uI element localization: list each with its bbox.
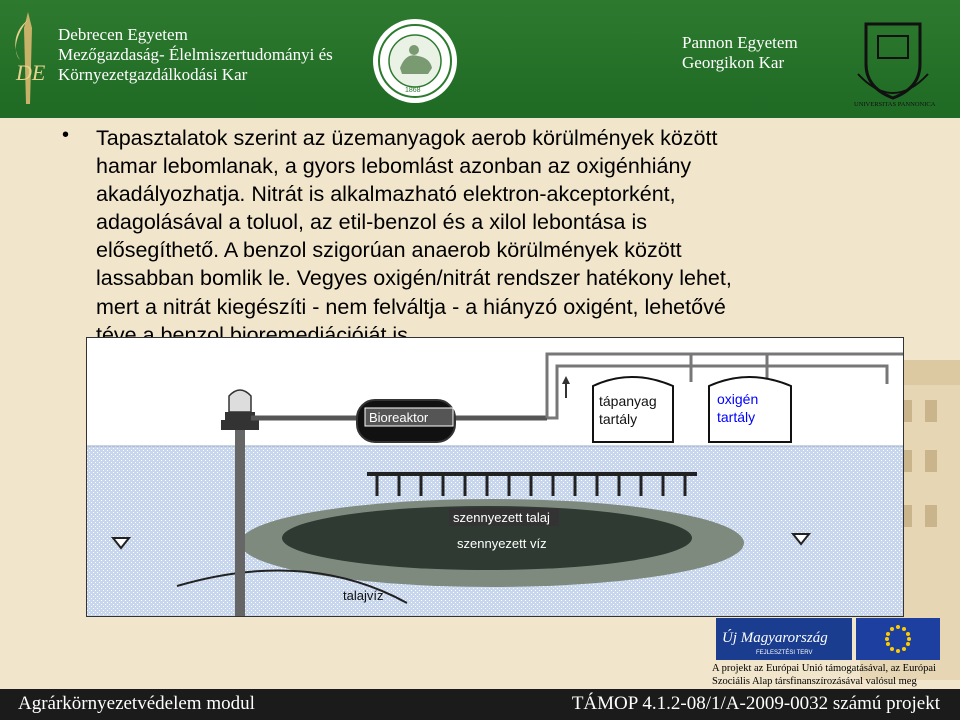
- nutrient-tank-label-1: tápanyag: [599, 393, 657, 409]
- footer-project-id: TÁMOP 4.1.2-08/1/A-2009-0032 számú projekt: [571, 693, 940, 714]
- nutrient-tank-label-2: tartály: [599, 411, 638, 427]
- contaminated-water-label: szennyezett víz: [457, 536, 547, 551]
- faculty-seal-logo: [372, 18, 458, 104]
- body-line: lassabban bomlik le. Vegyes oxigén/nitrát rendszer hatékony lehet,: [96, 266, 732, 291]
- body-line: elősegíthető. A benzol szigorúan anaerob körülmények között: [96, 238, 682, 263]
- footer-module-title: Agrárkörnyezetvédelem modul: [18, 693, 255, 714]
- seal-year: 1868: [405, 87, 421, 94]
- pannon-crest-logo: [846, 14, 940, 108]
- bullet-marker: •: [62, 124, 70, 146]
- groundwater-label: talajvíz: [343, 588, 384, 603]
- bioremediation-diagram: [86, 337, 904, 617]
- eu-funding-note: [712, 662, 952, 688]
- body-line: akadályozhatja. Nitrát is alkalmazható elektron-akceptorként,: [96, 182, 676, 207]
- oxygen-tank-label-1: oxigén: [717, 391, 759, 407]
- bioreactor-label: Bioreaktor: [369, 410, 429, 425]
- header-right-line-1: Pannon Egyetem: [682, 33, 798, 52]
- uj-magyarorszag-text: Új Magyarország: [722, 630, 828, 646]
- header-bar: [0, 0, 960, 118]
- university-right-title: [682, 33, 798, 73]
- oxygen-tank-label-2: tartály: [717, 409, 756, 425]
- eu-note-line-2: Szociális Alap társfinanszírozásával valósul meg: [712, 676, 917, 687]
- header-left-line-2: Mezőgazdaság- Élelmiszertudományi és: [58, 45, 333, 64]
- footer-bar: [0, 689, 960, 720]
- crest-text: UNIVERSITAS PANNONICA: [854, 101, 936, 108]
- contaminated-soil-label: szennyezett talaj: [453, 510, 550, 525]
- uj-magyarorszag-subtext: FEJLESZTÉSI TERV: [756, 650, 813, 656]
- debrecen-logo-letters: DE: [16, 60, 46, 85]
- extraction-well: [235, 422, 245, 616]
- uj-magyarorszag-logo: [716, 618, 852, 660]
- body-line: téve a benzol bioremediációját is: [96, 322, 408, 347]
- debrecen-logo: [6, 8, 50, 112]
- oxygen-tank: [709, 377, 791, 442]
- body-line: adagolásával a toluol, az etil-benzol és a xilol lebontása is: [96, 210, 647, 235]
- body-paragraph: [96, 124, 916, 349]
- eu-flag-logo: [856, 618, 940, 660]
- header-left-line-1: Debrecen Egyetem: [58, 25, 188, 44]
- well-pump: [229, 390, 251, 412]
- header-left-line-3: Környezetgazdálkodási Kar: [58, 65, 248, 84]
- body-line: mert a nitrát kiegészíti - nem felváltja - a hiányzó oxigént, lehetővé: [96, 294, 726, 319]
- eu-note-line-1: A projekt az Európai Unió támogatásával, az Európai: [712, 663, 936, 674]
- university-left-title: [58, 25, 333, 85]
- body-line: hamar lebomlanak, a gyors lebomlást azonban az oxigénhiány: [96, 154, 692, 179]
- header-right-line-2: Georgikon Kar: [682, 53, 785, 72]
- body-line: Tapasztalatok szerint az üzemanyagok aerob körülmények között: [96, 126, 718, 150]
- nutrient-tank: [593, 377, 673, 442]
